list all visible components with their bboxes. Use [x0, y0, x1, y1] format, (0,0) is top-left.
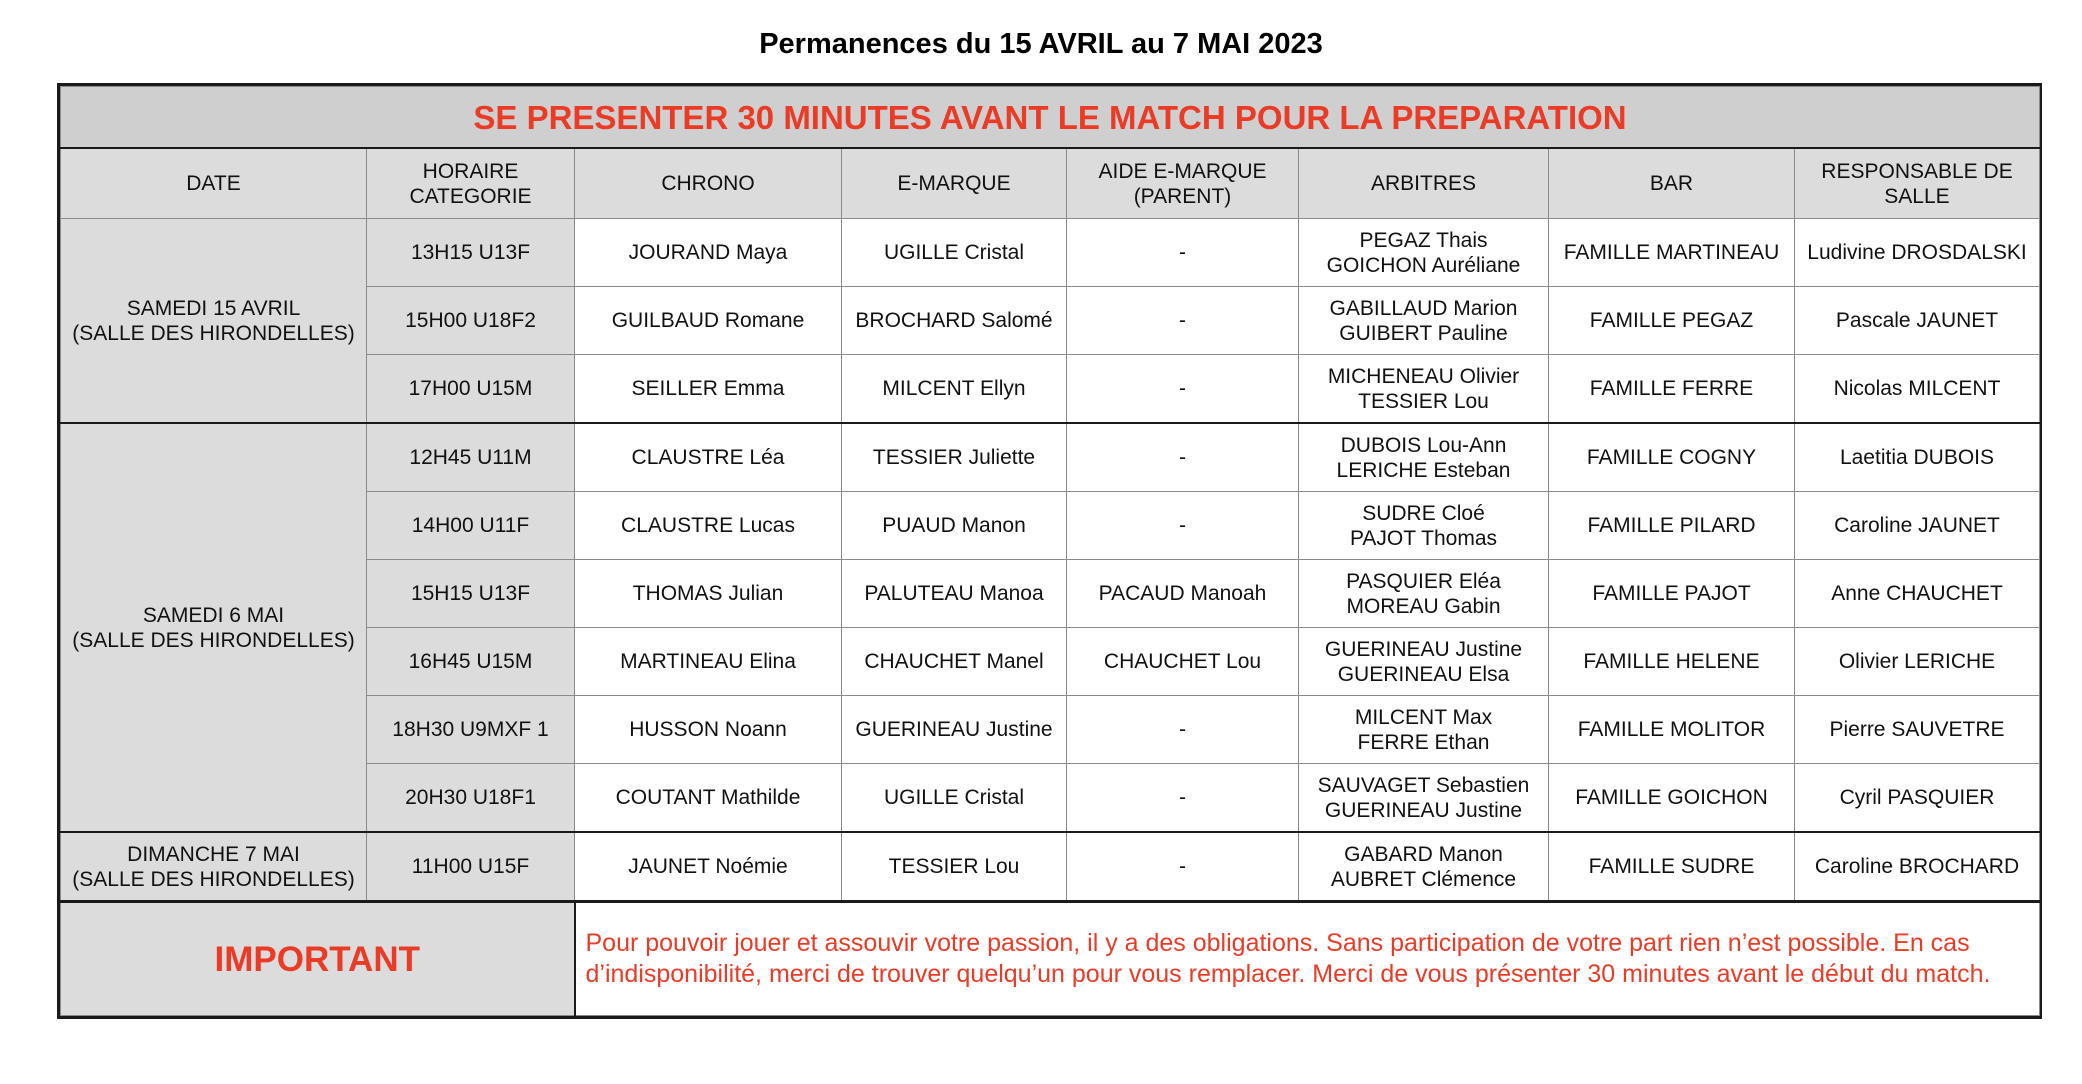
page-title: Permanences du 15 AVRIL au 7 MAI 2023	[759, 28, 1323, 60]
emarque-cell: UGILLE Cristal	[842, 764, 1067, 833]
chrono-cell: CLAUSTRE Léa	[575, 423, 842, 492]
emarque-cell: PALUTEAU Manoa	[842, 560, 1067, 628]
header-responsable: RESPONSABLE DE SALLE	[1795, 148, 2040, 219]
slot-cell: 15H00 U18F2	[367, 287, 575, 355]
aide-emarque-cell: -	[1067, 764, 1299, 833]
slot-cell: 11H00 U15F	[367, 832, 575, 902]
important-text: Pour pouvoir jouer et assouvir votre passion, il y a des obligations. Sans participation de votre part rien n’est possible. En cas d’indisponibilité, merci de trouver quelqu’un pour vous remplacer. Merci de vous présenter 30 minutes avant le début du match.	[575, 902, 2040, 1016]
bar-cell: FAMILLE GOICHON	[1549, 764, 1795, 833]
responsable-cell: Nicolas MILCENT	[1795, 355, 2040, 424]
banner-row	[61, 87, 2040, 149]
arbitres-cell: PEGAZ Thais GOICHON Auréliane	[1299, 219, 1549, 287]
aide-emarque-cell: -	[1067, 492, 1299, 560]
slot-cell: 14H00 U11F	[367, 492, 575, 560]
schedule-body	[61, 219, 2040, 902]
responsable-cell: Ludivine DROSDALSKI	[1795, 219, 2040, 287]
arbitres-cell: DUBOIS Lou-Ann LERICHE Esteban	[1299, 423, 1549, 492]
slot-cell: 12H45 U11M	[367, 423, 575, 492]
responsable-cell: Pascale JAUNET	[1795, 287, 2040, 355]
header-bar: BAR	[1549, 148, 1795, 219]
aide-emarque-cell: -	[1067, 696, 1299, 764]
chrono-cell: CLAUSTRE Lucas	[575, 492, 842, 560]
aide-emarque-cell: -	[1067, 287, 1299, 355]
header-date: DATE	[61, 148, 367, 219]
slot-cell: 20H30 U18F1	[367, 764, 575, 833]
banner-text: SE PRESENTER 30 MINUTES AVANT LE MATCH POUR LA PREPARATION	[61, 87, 2040, 149]
table-row	[61, 219, 2040, 287]
emarque-cell: MILCENT Ellyn	[842, 355, 1067, 424]
arbitres-cell: MILCENT Max FERRE Ethan	[1299, 696, 1549, 764]
date-cell: SAMEDI 6 MAI (SALLE DES HIRONDELLES)	[61, 423, 367, 832]
aide-emarque-cell: PACAUD Manoah	[1067, 560, 1299, 628]
table-row	[61, 423, 2040, 492]
bar-cell: FAMILLE PEGAZ	[1549, 287, 1795, 355]
bar-cell: FAMILLE FERRE	[1549, 355, 1795, 424]
emarque-cell: BROCHARD Salomé	[842, 287, 1067, 355]
aide-emarque-cell: CHAUCHET Lou	[1067, 628, 1299, 696]
bar-cell: FAMILLE SUDRE	[1549, 832, 1795, 902]
emarque-cell: UGILLE Cristal	[842, 219, 1067, 287]
responsable-cell: Caroline BROCHARD	[1795, 832, 2040, 902]
aide-emarque-cell: -	[1067, 423, 1299, 492]
responsable-cell: Pierre SAUVETRE	[1795, 696, 2040, 764]
slot-cell: 13H15 U13F	[367, 219, 575, 287]
arbitres-cell: SAUVAGET Sebastien GUERINEAU Justine	[1299, 764, 1549, 833]
header-emarque: E-MARQUE	[842, 148, 1067, 219]
bar-cell: FAMILLE PILARD	[1549, 492, 1795, 560]
date-cell: SAMEDI 15 AVRIL (SALLE DES HIRONDELLES)	[61, 219, 367, 424]
bar-cell: FAMILLE MOLITOR	[1549, 696, 1795, 764]
responsable-cell: Caroline JAUNET	[1795, 492, 2040, 560]
emarque-cell: PUAUD Manon	[842, 492, 1067, 560]
slot-cell: 16H45 U15M	[367, 628, 575, 696]
chrono-cell: THOMAS Julian	[575, 560, 842, 628]
responsable-cell: Anne CHAUCHET	[1795, 560, 2040, 628]
slot-cell: 15H15 U13F	[367, 560, 575, 628]
emarque-cell: TESSIER Juliette	[842, 423, 1067, 492]
aide-emarque-cell: -	[1067, 355, 1299, 424]
chrono-cell: COUTANT Mathilde	[575, 764, 842, 833]
header-arbitres: ARBITRES	[1299, 148, 1549, 219]
responsable-cell: Cyril PASQUIER	[1795, 764, 2040, 833]
responsable-cell: Laetitia DUBOIS	[1795, 423, 2040, 492]
emarque-cell: TESSIER Lou	[842, 832, 1067, 902]
chrono-cell: HUSSON Noann	[575, 696, 842, 764]
chrono-cell: JAUNET Noémie	[575, 832, 842, 902]
arbitres-cell: GABILLAUD Marion GUIBERT Pauline	[1299, 287, 1549, 355]
chrono-cell: JOURAND Maya	[575, 219, 842, 287]
aide-emarque-cell: -	[1067, 832, 1299, 902]
bar-cell: FAMILLE HELENE	[1549, 628, 1795, 696]
important-row	[61, 902, 2040, 1016]
arbitres-cell: GUERINEAU Justine GUERINEAU Elsa	[1299, 628, 1549, 696]
aide-emarque-cell: -	[1067, 219, 1299, 287]
header-chrono: CHRONO	[575, 148, 842, 219]
header-aide-emarque: AIDE E-MARQUE (PARENT)	[1067, 148, 1299, 219]
date-cell: DIMANCHE 7 MAI (SALLE DES HIRONDELLES)	[61, 832, 367, 902]
chrono-cell: GUILBAUD Romane	[575, 287, 842, 355]
responsable-cell: Olivier LERICHE	[1795, 628, 2040, 696]
emarque-cell: GUERINEAU Justine	[842, 696, 1067, 764]
table-row	[61, 832, 2040, 902]
schedule-sheet	[57, 83, 2042, 1019]
slot-cell: 18H30 U9MXF 1	[367, 696, 575, 764]
bar-cell: FAMILLE PAJOT	[1549, 560, 1795, 628]
bar-cell: FAMILLE MARTINEAU	[1549, 219, 1795, 287]
important-label: IMPORTANT	[61, 902, 575, 1016]
header-horaire: HORAIRE CATEGORIE	[367, 148, 575, 219]
bar-cell: FAMILLE COGNY	[1549, 423, 1795, 492]
header-row	[61, 148, 2040, 219]
arbitres-cell: MICHENEAU Olivier TESSIER Lou	[1299, 355, 1549, 424]
schedule-table	[60, 86, 2040, 1016]
arbitres-cell: GABARD Manon AUBRET Clémence	[1299, 832, 1549, 902]
arbitres-cell: PASQUIER Eléa MOREAU Gabin	[1299, 560, 1549, 628]
emarque-cell: CHAUCHET Manel	[842, 628, 1067, 696]
chrono-cell: MARTINEAU Elina	[575, 628, 842, 696]
arbitres-cell: SUDRE Cloé PAJOT Thomas	[1299, 492, 1549, 560]
chrono-cell: SEILLER Emma	[575, 355, 842, 424]
slot-cell: 17H00 U15M	[367, 355, 575, 424]
